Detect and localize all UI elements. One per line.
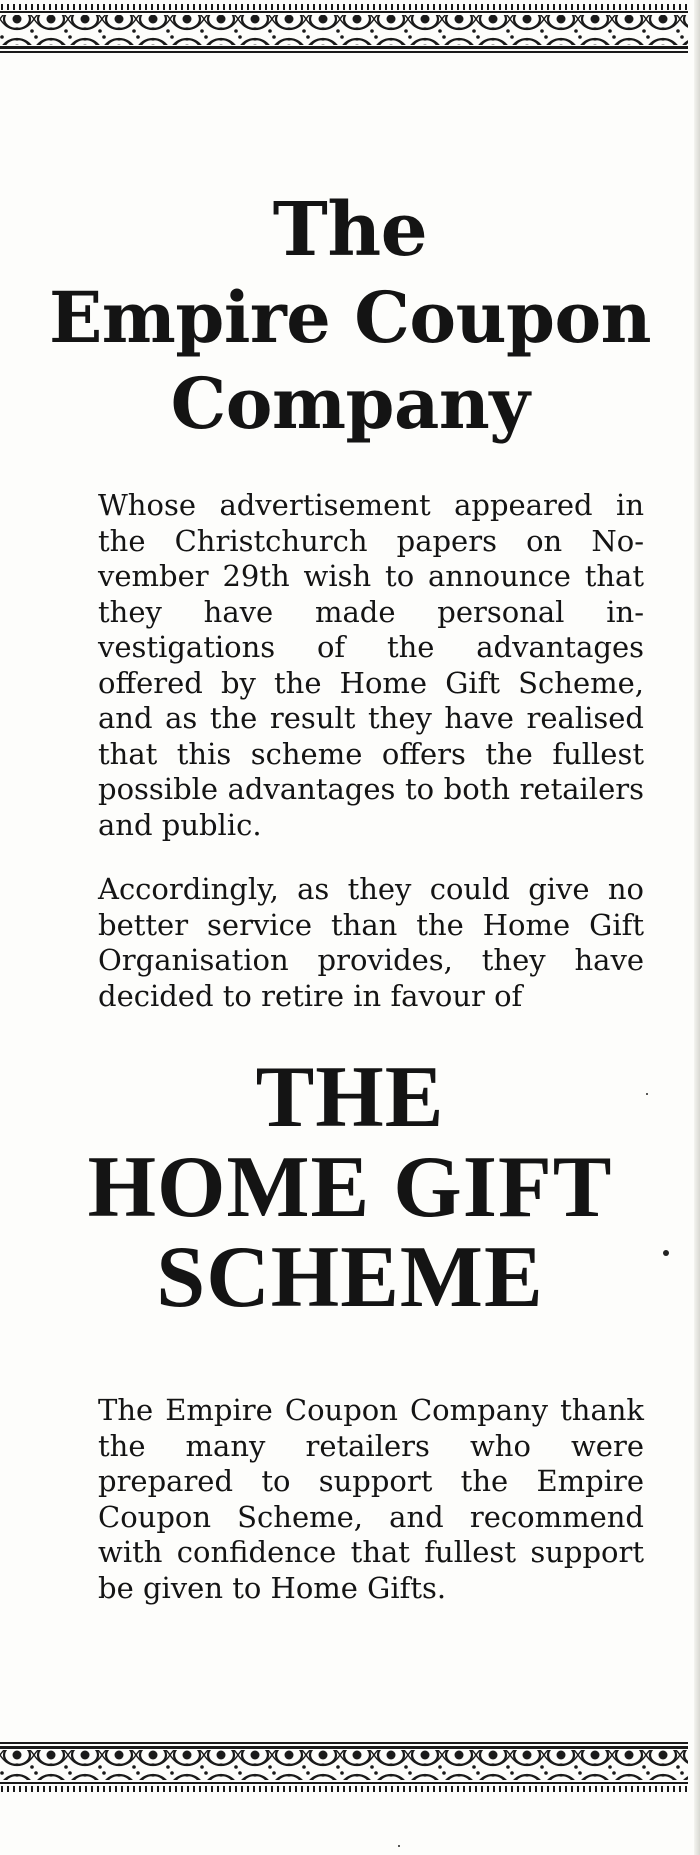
ornamental-border-bottom-icon <box>0 1740 688 1792</box>
scheme-name-line-2: HOME GIFT <box>87 1139 613 1236</box>
scheme-name-line-1: THE <box>255 1049 445 1146</box>
ornamental-border-top-icon <box>0 4 688 56</box>
print-speck <box>398 1845 400 1847</box>
retirement-paragraph: Accordingly, as they could give no better service than the Home Gift Organisation provides, they have decided to retire in favour of <box>98 872 644 1013</box>
print-speck <box>663 1250 669 1256</box>
heading-line-1: The <box>272 187 428 273</box>
announcement-paragraph: Whose advertisement appeared in the Christchurch papers on November 29th wish to announce that they have made personal investigations of the advantages offered by the Home Gift Scheme, and as the result they have realised that this scheme offers the fullest possible advantages to both retailers and public. <box>98 488 644 842</box>
heading-line-3: Company <box>170 362 530 445</box>
heading-line-2: Empire Coupon <box>48 276 652 359</box>
print-speck <box>646 1093 648 1095</box>
scheme-name-line-3: SCHEME <box>156 1229 544 1326</box>
thanks-paragraph: The Empire Coupon Company thank the many retailers who were prepared to support the Empire Coupon Scheme, and recommend with confidence that fullest support be given to Home Gifts. <box>98 1393 644 1605</box>
